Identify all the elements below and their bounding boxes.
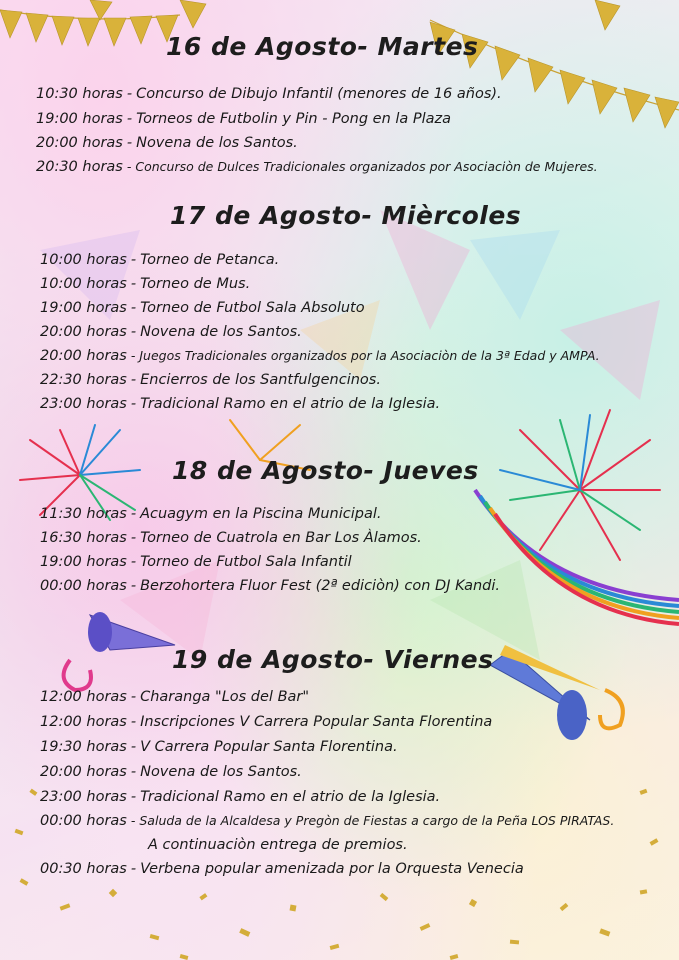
event-time: 11:30 horas [40, 506, 127, 522]
event-time: 12:00 horas [40, 714, 127, 730]
event-separator: - [130, 506, 137, 522]
event-row [40, 373, 381, 388]
event-separator: - [126, 86, 133, 102]
event-separator: - [126, 159, 132, 174]
event-row [40, 715, 492, 730]
event-time: 22:30 horas [40, 372, 127, 388]
event-time: 00:00 horas [40, 813, 127, 829]
event-row [40, 531, 422, 546]
event-row [40, 790, 440, 805]
event-row [40, 277, 250, 292]
event-desc: Novena de los Santos. [140, 324, 302, 340]
event-desc: Charanga "Los del Bar" [140, 689, 310, 705]
event-row [40, 253, 279, 268]
event-time: 20:00 horas [40, 764, 127, 780]
event-separator: - [130, 530, 137, 546]
event-row [40, 325, 302, 340]
event-separator: - [130, 276, 137, 292]
event-time: 16:30 horas [40, 530, 127, 546]
event-time: 19:00 horas [40, 300, 127, 316]
event-row [40, 690, 309, 705]
event-desc: Concurso de Dibujo Infantil (menores de 16 años). [136, 86, 502, 102]
event-time: 19:00 horas [36, 111, 123, 127]
event-desc: Tradicional Ramo en el atrio de la Iglesia. [140, 789, 441, 805]
event-time: 20:30 horas [36, 159, 123, 175]
event-time: 19:30 horas [40, 739, 127, 755]
event-time: 23:00 horas [40, 396, 127, 412]
event-time: 19:00 horas [40, 554, 127, 570]
event-separator: - [130, 789, 137, 805]
event-row [36, 87, 502, 102]
event-time: 10:30 horas [36, 86, 123, 102]
event-desc: Inscripciones V Carrera Popular Santa Florentina [140, 714, 493, 730]
event-desc: Juegos Tradicionales organizados por la Asociaciòn de la 3ª Edad y AMPA. [139, 348, 600, 363]
event-time: 10:00 horas [40, 252, 127, 268]
event-separator: - [130, 372, 137, 388]
event-desc: Tradicional Ramo en el atrio de la Iglesia. [140, 396, 441, 412]
event-separator: - [130, 348, 136, 363]
party-horn-right [490, 645, 623, 740]
event-separator: - [130, 396, 137, 412]
event-separator: - [130, 714, 137, 730]
event-time: 23:00 horas [40, 789, 127, 805]
event-separator: - [130, 861, 137, 877]
event-separator: - [130, 300, 137, 316]
event-desc: Torneo de Futbol Sala Absoluto [140, 300, 365, 316]
day-title-19: 19 de Agosto- Viernes [172, 645, 494, 674]
event-separator: - [130, 813, 136, 828]
event-separator: - [130, 324, 137, 340]
day-title-16: 16 de Agosto- Martes [166, 32, 479, 61]
event-desc: Concurso de Dulces Tradicionales organizados por Asociaciòn de Mujeres. [135, 159, 598, 174]
event-row [40, 862, 524, 877]
day-title-17: 17 de Agosto- Mièrcoles [170, 201, 522, 230]
event-desc: Verbena popular amenizada por la Orquesta Venecia [140, 861, 524, 877]
event-continuation: A continuaciòn entrega de premios. [148, 837, 408, 853]
event-desc: Berzohortera Fluor Fest (2ª ediciòn) con DJ Kandi. [140, 578, 501, 594]
event-time: 00:30 horas [40, 861, 127, 877]
event-desc: V Carrera Popular Santa Florentina. [140, 739, 398, 755]
event-time: 20:00 horas [40, 348, 127, 364]
event-desc: Torneo de Petanca. [140, 252, 280, 268]
event-desc: Torneo de Futbol Sala Infantil [140, 554, 352, 570]
event-desc: Encierros de los Santfulgencinos. [140, 372, 381, 388]
event-row [36, 160, 598, 175]
event-row [36, 112, 451, 127]
event-row [40, 555, 352, 570]
bunting-right [430, 0, 679, 128]
event-desc: Torneo de Cuatrola en Bar Los Àlamos. [140, 530, 422, 546]
event-separator: - [130, 578, 137, 594]
event-row [40, 765, 302, 780]
event-time: 12:00 horas [40, 689, 127, 705]
event-time: 10:00 horas [40, 276, 127, 292]
event-time: 00:00 horas [40, 578, 127, 594]
event-time: 20:00 horas [36, 135, 123, 151]
event-desc: Torneo de Mus. [140, 276, 251, 292]
event-desc: Acuagym en la Piscina Municipal. [140, 506, 382, 522]
event-time: 20:00 horas [40, 324, 127, 340]
event-row [40, 740, 398, 755]
day-title-18: 18 de Agosto- Jueves [172, 456, 479, 485]
event-desc: Novena de los Santos. [136, 135, 298, 151]
event-desc: Torneos de Futbolin y Pin - Pong en la Plaza [136, 111, 452, 127]
event-separator: - [130, 252, 137, 268]
event-separator: - [130, 554, 137, 570]
event-row [36, 136, 298, 151]
event-row [40, 579, 500, 594]
event-row [40, 814, 614, 829]
event-desc: Saluda de la Alcaldesa y Pregòn de Fiestas a cargo de la Peña LOS PIRATAS. [139, 813, 615, 828]
event-separator: - [130, 689, 137, 705]
event-row [40, 507, 381, 522]
event-separator: - [126, 135, 133, 151]
event-row [40, 397, 440, 412]
event-row [40, 301, 365, 316]
event-separator: - [130, 739, 137, 755]
event-desc: Novena de los Santos. [140, 764, 302, 780]
event-separator: - [126, 111, 133, 127]
firework-right [500, 410, 660, 560]
event-row [40, 349, 600, 364]
event-separator: - [130, 764, 137, 780]
